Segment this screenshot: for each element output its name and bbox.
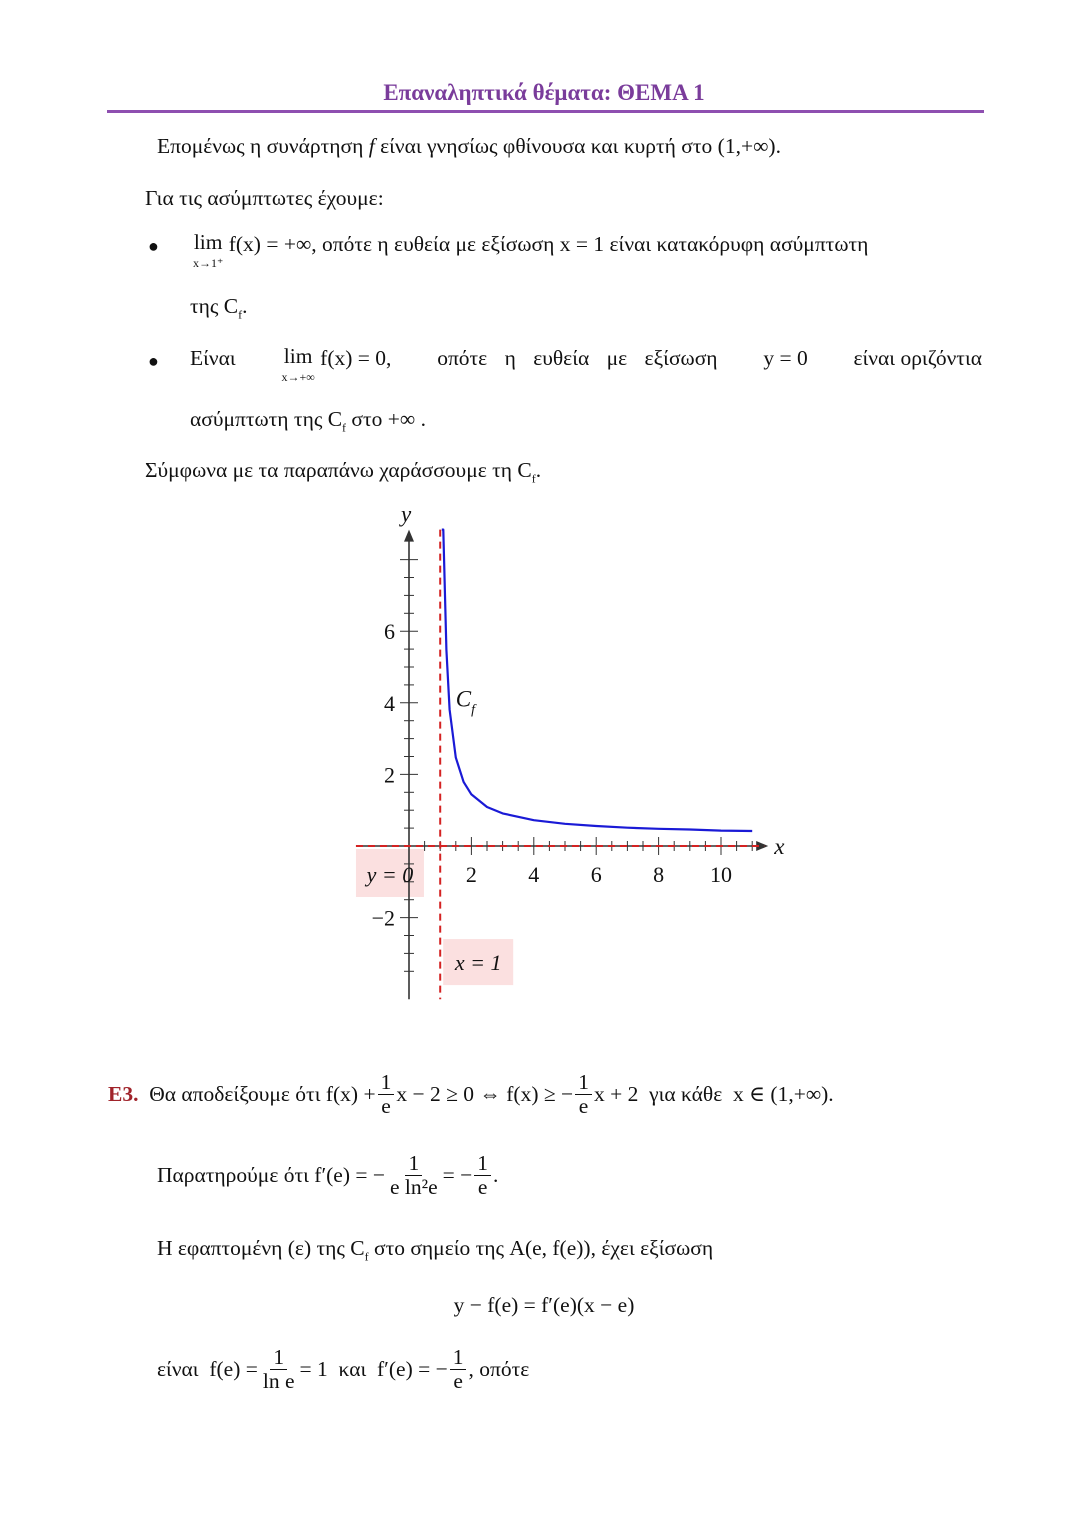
math: = 1 — [299, 1356, 328, 1381]
sub: f — [342, 420, 347, 435]
c: C — [327, 407, 343, 431]
bullet-vertical-asymptote — [193, 232, 868, 269]
math: = − — [442, 1162, 473, 1187]
x-tick-label: 6 — [590, 862, 602, 887]
vertical-asymptote-label: x = 1 — [454, 950, 502, 976]
fraction — [378, 1071, 395, 1117]
text: , οπότε — [468, 1356, 530, 1381]
c: C — [517, 458, 532, 482]
e3-line2 — [157, 1152, 498, 1198]
y-tick-label: 6 — [384, 619, 395, 645]
page-header-title: Επαναληπτικά θέματα: ΘΕΜΑ 1 — [383, 80, 705, 105]
y-tick-label: −2 — [371, 905, 395, 931]
numerator: 1 — [270, 1346, 287, 1370]
math-cf — [223, 294, 243, 322]
e3-line1 — [108, 1071, 834, 1117]
e3-line5 — [157, 1346, 529, 1392]
text: είναι γνησίως φθίνουσα και κυρτή στο — [380, 134, 713, 158]
math: x ∈ (1,+∞). — [733, 1081, 834, 1106]
denominator: e — [578, 1093, 589, 1118]
text: οπότε η ευθεία με εξίσωση — [437, 346, 718, 370]
punct: . — [242, 294, 248, 318]
math: (ε) — [287, 1236, 312, 1260]
bullet-horizontal-asymptote-line2 — [190, 407, 426, 435]
x-tick-label: 4 — [528, 862, 540, 887]
curve-label: $C_f$ — [456, 686, 477, 717]
text: στο σημείο της — [373, 1236, 505, 1260]
punct: . — [493, 1162, 499, 1187]
fraction — [450, 1346, 467, 1392]
fraction — [474, 1152, 491, 1198]
function-graph — [340, 505, 790, 1015]
math: f(e) = — [209, 1356, 258, 1381]
text: για κάθε — [649, 1081, 723, 1106]
lim-subscript: x→1⁺ — [193, 255, 224, 270]
numerator: 1 — [575, 1071, 592, 1095]
c: C — [223, 294, 239, 318]
x-tick-label: 10 — [710, 862, 732, 887]
fraction — [260, 1346, 298, 1392]
curve-label-sub: f — [471, 702, 476, 718]
math-limit-value: f(x) = 0, — [320, 346, 392, 370]
exercise-label: Ε3. — [108, 1081, 139, 1106]
y-tick-label: 2 — [384, 762, 395, 788]
sub: f — [364, 1249, 369, 1264]
text: Επομένως η συνάρτηση — [157, 134, 364, 158]
denominator: e ln²e — [390, 1174, 438, 1199]
text: έχει εξίσωση — [601, 1236, 714, 1260]
math: f′(e) = − — [377, 1356, 448, 1381]
x-tick-label: 2 — [465, 862, 477, 887]
sub: f — [531, 471, 536, 486]
punct: . — [535, 458, 542, 482]
denominator: e — [381, 1093, 391, 1118]
c: C — [350, 1236, 365, 1260]
text: ασύμπτωτη της — [190, 407, 323, 431]
numerator: 1 — [450, 1346, 467, 1370]
math-interval: (1,+∞) — [717, 134, 776, 158]
numerator: 1 — [474, 1152, 491, 1176]
x-tick-label: 8 — [653, 862, 665, 887]
denominator: e — [477, 1174, 488, 1199]
denominator: e — [453, 1368, 463, 1393]
lim-word: lim — [193, 230, 223, 254]
fraction — [387, 1152, 441, 1198]
paragraph-monotonicity — [157, 134, 781, 159]
y-tick-label: 4 — [384, 690, 395, 716]
math: f(x) + — [325, 1081, 376, 1106]
bullet-icon: ● — [148, 236, 159, 256]
sub: f — [238, 307, 243, 322]
math: x − 2 ≥ 0 ⇔ f(x) ≥ − — [396, 1081, 574, 1106]
fraction — [575, 1071, 592, 1117]
text: Είναι — [190, 346, 236, 370]
paragraph-asymptotes-intro: Για τις ασύμπτωτες έχουμε: — [145, 186, 384, 210]
math-limit-value: f(x) = +∞ — [228, 232, 312, 256]
math-cf — [517, 458, 536, 486]
lim-word: lim — [283, 344, 313, 368]
punct: . — [775, 134, 781, 158]
text: της — [316, 1236, 345, 1260]
text: είναι οριζόντια — [853, 346, 982, 370]
bullet-icon: ● — [148, 351, 159, 371]
text: είναι κατακόρυφη ασύμπτωτη — [609, 232, 869, 256]
text: Σύμφωνα με τα παραπάνω χαράσσουμε τη — [145, 458, 513, 482]
limit-expression — [193, 232, 223, 269]
header-divider — [107, 110, 984, 113]
denominator: ln e — [262, 1368, 295, 1393]
numerator: 1 — [378, 1071, 395, 1095]
e3-line3 — [157, 1236, 713, 1264]
lim-subscript: x→+∞ — [281, 369, 315, 384]
math-cf — [350, 1236, 369, 1264]
x-axis-label: x — [774, 834, 785, 859]
paragraph-plot-intro — [145, 458, 541, 486]
bullet-horizontal-asymptote — [190, 346, 982, 383]
text: και — [338, 1356, 367, 1381]
math: f′(e) = − — [314, 1162, 386, 1187]
text: Η εφαπτομένη — [157, 1236, 283, 1260]
curve-cf — [442, 530, 752, 831]
text: είναι — [157, 1356, 199, 1381]
numerator: 1 — [405, 1152, 422, 1176]
text: Θα αποδείξουμε ότι — [149, 1081, 321, 1106]
y-axis-arrow — [404, 530, 414, 542]
math-f: f — [368, 134, 375, 158]
math-equation: y = 0 — [763, 346, 808, 370]
text: στο +∞ . — [351, 407, 426, 431]
e3-tangent-equation: y − f(e) = f′(e)(x − e) — [453, 1293, 635, 1317]
text: Παρατηρούμε ότι — [157, 1162, 309, 1187]
text: της — [190, 294, 219, 318]
math: x + 2 — [593, 1081, 639, 1106]
math-equation: x = 1 — [559, 232, 605, 256]
limit-group — [281, 346, 391, 383]
bullet-vertical-asymptote-line2 — [190, 294, 248, 322]
math-cf — [327, 407, 347, 435]
limit-expression — [281, 346, 314, 383]
math: A(e, f(e)), — [509, 1236, 596, 1260]
horizontal-asymptote-label: y = 0 — [366, 862, 414, 887]
text: , οπότε η ευθεία με εξίσωση — [311, 232, 555, 256]
y-axis-label: y — [401, 505, 412, 527]
